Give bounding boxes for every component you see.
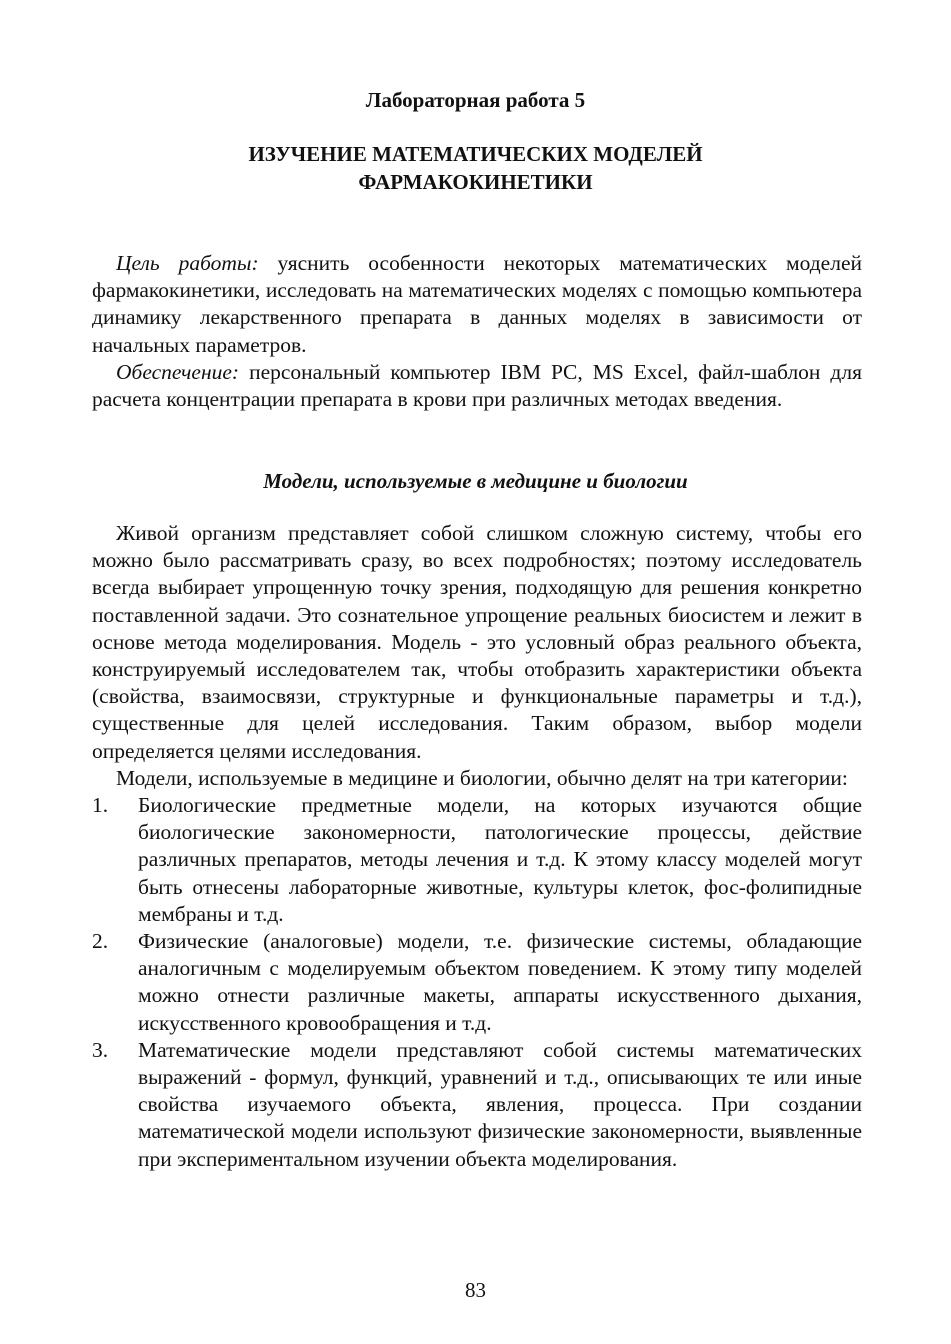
main-title-line-1: ИЗУЧЕНИЕ МАТЕМАТИЧЕСКИХ МОДЕЛЕЙ xyxy=(248,142,703,166)
main-title xyxy=(0,140,951,196)
list-item-number: 2. xyxy=(92,929,109,954)
list-item-text: Физические (аналоговые) модели, т.е. физические системы, обладающие аналогичным с моделируемым объектом поведением. К этому типу моделей можно отнести различные макеты, аппараты искусственного дыхания, искусственного кровообращения и т.д. xyxy=(138,929,862,1035)
main-title-line-2: ФАРМАКОКИНЕТИКИ xyxy=(358,170,593,194)
equipment-text: персональный компьютер IBM PC, MS Excel, файл-шаблон для расчета концентрации препарата в крови при различных методах введения. xyxy=(92,359,862,412)
model-categories-list xyxy=(92,792,862,1173)
goal-text: уяснить особенности некоторых математических моделей фармакокинетики, исследовать на математических моделях с помощью компьютера динамику лекарственного препарата в данных моделях в зависимости от начальных параметров. xyxy=(92,251,862,357)
list-item-text: Биологические предметные модели, на которых изучаются общие биологические закономерности, патологические процессы, действие различных препаратов, методы лечения и т.д. К этому классу моделей могут быть отнесены лабораторные животные, культуры клеток, фос-фолипидные мембраны и т.д. xyxy=(138,793,862,926)
list-item-text: Математические модели представляют собой системы математических выражений - формул, функций, уравнений и т.д., описывающих те или иные свойства изучаемого объекта, явления, процесса. При создании математической модели используют физические закономерности, выявленные при экспериментальном изучении объекта моделирования. xyxy=(138,1037,862,1171)
lab-title: Лабораторная работа 5 xyxy=(365,88,586,112)
goal-label: Цель работы: xyxy=(116,251,259,275)
section-heading: Модели, используемые в медицине и биологии xyxy=(263,469,688,493)
section-body xyxy=(92,520,862,1173)
paragraph-2: Модели, используемые в медицине и биологии, обычно делят на три категории: xyxy=(116,765,848,790)
equipment-paragraph xyxy=(92,359,862,413)
paragraph-1: Живой организм представляет собой слишком сложную систему, чтобы его можно было рассматривать сразу, во всех подробностях; поэтому исследователь всегда выбирает упрощенную точку зрения, подходящую для решения конкретно поставленной задачи. Это сознательное упрощение реальных биосистем и лежит в основе метода моделирования. Модель - это условный образ реального объекта, конструируемый исследователем так, чтобы отобразить характеристики объекта (свойства, взаимосвязи, структурные и функциональные параметры и т.д.), существенные для целей исследования. Таким образом, выбор модели определяется целями исследования. xyxy=(92,521,862,763)
list-item-number: 3. xyxy=(92,1037,109,1062)
list-item xyxy=(92,928,862,1037)
page-number: 83 xyxy=(465,1278,486,1302)
goal-paragraph xyxy=(92,250,862,359)
list-item xyxy=(92,792,862,928)
goal-section xyxy=(92,250,862,413)
list-item-number: 1. xyxy=(92,793,109,818)
list-item xyxy=(92,1037,862,1173)
equipment-label: Обеспечение: xyxy=(116,359,240,384)
